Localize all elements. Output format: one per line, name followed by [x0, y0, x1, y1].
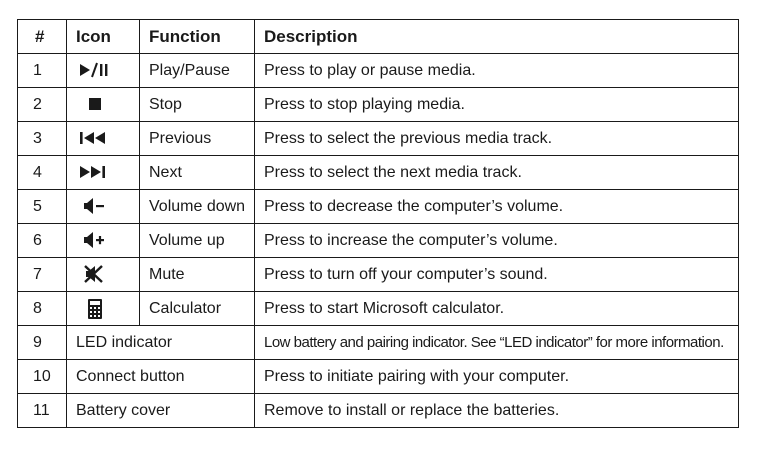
function-cell: Volume down [140, 190, 255, 224]
description-cell: Press to play or pause media. [255, 54, 739, 88]
header-icon: Icon [67, 20, 140, 54]
row-number: 3 [18, 122, 67, 156]
row-number: 5 [18, 190, 67, 224]
row-number: 8 [18, 292, 67, 326]
function-cell: Calculator [140, 292, 255, 326]
stop-icon [80, 96, 110, 112]
mute-icon [80, 265, 110, 283]
table-row [18, 258, 739, 292]
function-cell: Stop [140, 88, 255, 122]
row-number: 2 [18, 88, 67, 122]
function-cell: Battery cover [67, 394, 255, 428]
play-pause-icon [80, 62, 110, 78]
description-cell: Press to stop playing media. [255, 88, 739, 122]
description-cell: Press to select the previous media track. [255, 122, 739, 156]
description-cell: Press to increase the computer’s volume. [255, 224, 739, 258]
description-cell: Press to initiate pairing with your computer. [255, 360, 739, 394]
row-number: 4 [18, 156, 67, 190]
row-number: 11 [18, 394, 67, 428]
next-track-icon [80, 164, 110, 180]
description-cell: Press to start Microsoft calculator. [255, 292, 739, 326]
table-row [18, 224, 739, 258]
table-row [18, 292, 739, 326]
icon-cell [67, 156, 140, 190]
description-cell: Press to turn off your computer’s sound. [255, 258, 739, 292]
icon-cell [67, 190, 140, 224]
row-number: 1 [18, 54, 67, 88]
previous-track-icon [80, 130, 110, 146]
function-cell: Connect button [67, 360, 255, 394]
row-number: 10 [18, 360, 67, 394]
table-row [18, 190, 739, 224]
table-row [18, 360, 739, 394]
function-cell: Previous [140, 122, 255, 156]
description-cell: Low battery and pairing indicator. See “LED indicator” for more information. [255, 326, 739, 360]
function-cell: Volume up [140, 224, 255, 258]
table-row [18, 156, 739, 190]
table-row [18, 88, 739, 122]
row-number: 6 [18, 224, 67, 258]
row-number: 9 [18, 326, 67, 360]
table-row [18, 326, 739, 360]
keyboard-keys-table [17, 19, 739, 428]
description-cell: Press to select the next media track. [255, 156, 739, 190]
icon-cell [67, 258, 140, 292]
volume-down-icon [80, 198, 110, 214]
icon-cell [67, 54, 140, 88]
table-row [18, 54, 739, 88]
function-cell: LED indicator [67, 326, 255, 360]
row-number: 7 [18, 258, 67, 292]
function-cell: Next [140, 156, 255, 190]
table-header-row [18, 20, 739, 54]
header-function: Function [140, 20, 255, 54]
header-description: Description [255, 20, 739, 54]
table-row [18, 122, 739, 156]
description-cell: Remove to install or replace the batteries. [255, 394, 739, 428]
icon-cell [67, 122, 140, 156]
icon-cell [67, 224, 140, 258]
icon-cell [67, 88, 140, 122]
calculator-icon [80, 299, 110, 319]
description-cell: Press to decrease the computer’s volume. [255, 190, 739, 224]
header-number: # [18, 20, 67, 54]
icon-cell [67, 292, 140, 326]
volume-up-icon [80, 232, 110, 248]
function-cell: Play/Pause [140, 54, 255, 88]
table-row [18, 394, 739, 428]
function-cell: Mute [140, 258, 255, 292]
